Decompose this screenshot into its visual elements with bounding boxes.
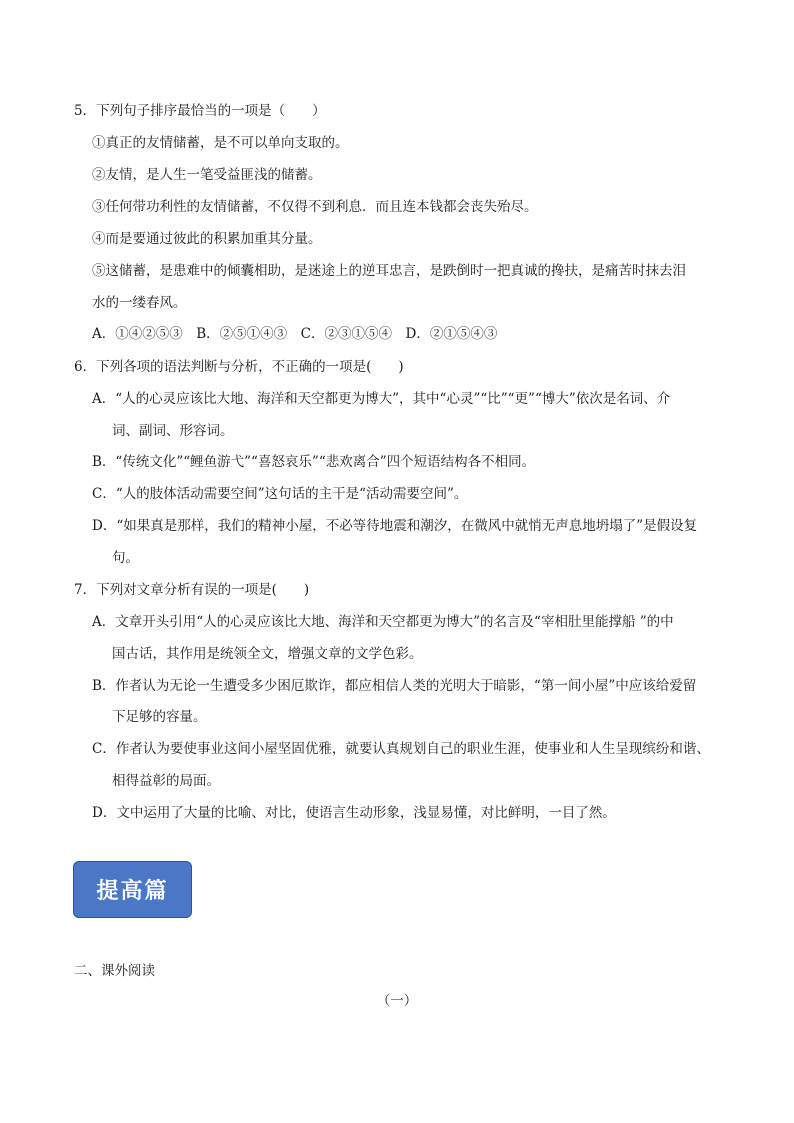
q6-option-d: D．“如果真是那样，我们的精神小屋，不必等待地震和潮汐，在微风中就悄无声息地坍塌了”是假设复 — [92, 518, 698, 534]
q5-sentence-2: ②友情，是人生一笔受益匪浅的储蓄。 — [92, 167, 322, 183]
q6-option-c: C．“人的肢体活动需要空间”这句话的主干是“活动需要空间”。 — [92, 486, 468, 502]
section-badge — [73, 861, 192, 918]
q7-option-d: D．文中运用了大量的比喻、对比，使语言生动形象，浅显易懂，对比鲜明，一目了然。 — [92, 805, 616, 821]
q7-option-b-cont: 下足够的容量。 — [112, 709, 207, 725]
q5-options: A．①④②⑤③ B．②⑤①④③ C．②③①⑤④ D．②①⑤④③ — [92, 326, 498, 342]
q6-option-a-cont: 词、副词、形容词。 — [112, 423, 234, 439]
q6-option-b: B．“传统文化”“鲤鱼游弋”“喜怒哀乐”“悲欢离合”四个短语结构各不相同。 — [92, 454, 536, 470]
q5-sentence-4: ④而是要通过彼此的积累加重其分量。 — [92, 231, 322, 247]
q5-sentence-3: ③任何带功利性的友情储蓄，不仅得不到利息．而且连本钱都会丧失殆尽。 — [92, 199, 538, 215]
q5-sentence-5-cont: 水的一缕春风。 — [92, 295, 187, 311]
q7-stem: 7．下列对文章分析有误的一项是( ) — [74, 582, 310, 598]
q7-option-a: A．文章开头引用“人的心灵应该比大地、海洋和天空都更为博大”的名言及“宰相肚里能撑船 ”的中 — [92, 614, 674, 630]
q6-option-d-cont: 句。 — [112, 550, 139, 566]
section-subtitle: （一） — [376, 993, 418, 1009]
section-title: 二、课外阅读 — [74, 963, 155, 979]
q5-stem: 5．下列句子排序最恰当的一项是（ ） — [74, 103, 326, 119]
q7-option-a-cont: 国古话，其作用是统领全文，增强文章的文学色彩。 — [112, 646, 423, 662]
q6-stem: 6．下列各项的语法判断与分析，不正确的一项是( ) — [74, 359, 404, 375]
section-badge-label: 提高篇 — [96, 878, 169, 904]
q7-option-c: C．作者认为要使事业这间小屋坚固优雅，就要认真规划自己的职业生涯，使事业和人生呈现缤纷和谐、 — [92, 741, 710, 757]
q7-option-c-cont: 相得益彰的局面。 — [112, 773, 220, 789]
q5-sentence-1: ①真正的友情储蓄，是不可以单向支取的。 — [92, 135, 349, 151]
q5-sentence-5: ⑤这储蓄，是患难中的倾囊相助，是迷途上的逆耳忠言，是跌倒时一把真诚的搀扶，是痛苦时抹去泪 — [92, 263, 686, 279]
q6-option-a: A．“人的心灵应该比大地、海洋和天空都更为博大”，其中“心灵”“比”“更”“博大”依次是名词、介 — [92, 391, 671, 407]
q7-option-b: B．作者认为无论一生遭受多少困厄欺诈，都应相信人类的光明大于暗影，“第一间小屋”中应该给爱留 — [92, 678, 697, 694]
